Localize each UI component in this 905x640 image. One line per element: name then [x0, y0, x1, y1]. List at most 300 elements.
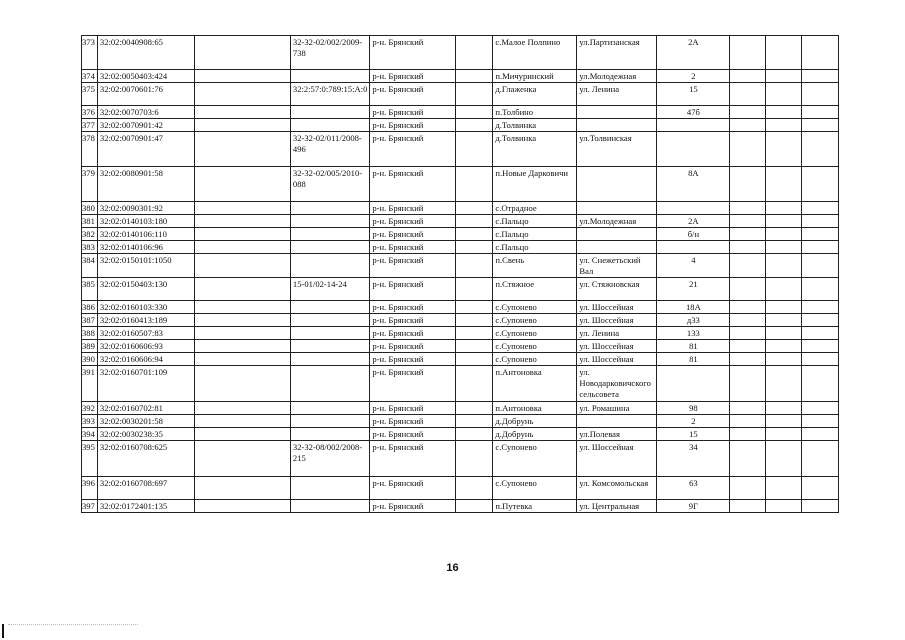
district: р-н. Брянский [370, 202, 456, 215]
registration-number [290, 402, 369, 415]
house-number [657, 366, 730, 402]
empty-cell [194, 132, 290, 167]
empty-cell [802, 254, 839, 278]
locality: п.Стяжное [493, 278, 577, 301]
empty-cell [802, 477, 839, 500]
empty-cell [802, 215, 839, 228]
table-row [82, 301, 839, 314]
registration-number [290, 241, 369, 254]
empty-cell [730, 132, 766, 167]
row-number: 383 [82, 241, 98, 254]
empty-cell [802, 202, 839, 215]
table-row [82, 500, 839, 513]
registration-number [290, 353, 369, 366]
locality: д.Толвинка [493, 132, 577, 167]
locality: с.Пальцо [493, 215, 577, 228]
street: ул.Молодежная [577, 70, 657, 83]
district: р-н. Брянский [370, 36, 456, 70]
house-number [657, 132, 730, 167]
registration-number [290, 228, 369, 241]
empty-cell [456, 314, 493, 327]
district: р-н. Брянский [370, 314, 456, 327]
table-row [82, 366, 839, 402]
empty-cell [730, 278, 766, 301]
empty-cell [766, 441, 802, 477]
empty-cell [456, 415, 493, 428]
street [577, 167, 657, 202]
empty-cell [766, 500, 802, 513]
district: р-н. Брянский [370, 228, 456, 241]
locality: с.Супонево [493, 314, 577, 327]
house-number: 133 [657, 327, 730, 340]
locality: п.Толбино [493, 106, 577, 119]
row-number: 397 [82, 500, 98, 513]
table-row [82, 228, 839, 241]
street [577, 202, 657, 215]
row-number: 376 [82, 106, 98, 119]
row-number: 395 [82, 441, 98, 477]
row-number: 375 [82, 83, 98, 106]
house-number: 8А [657, 167, 730, 202]
registration-number: 15-01/02-14-24 [290, 278, 369, 301]
street [577, 228, 657, 241]
empty-cell [766, 340, 802, 353]
registration-number [290, 202, 369, 215]
empty-cell [456, 428, 493, 441]
district: р-н. Брянский [370, 402, 456, 415]
cadastral-number: 32:02:0030201:58 [97, 415, 194, 428]
street [577, 415, 657, 428]
empty-cell [730, 119, 766, 132]
empty-cell [766, 215, 802, 228]
district: р-н. Брянский [370, 477, 456, 500]
district: р-н. Брянский [370, 415, 456, 428]
registration-number: 32-32-02/005/2010-088 [290, 167, 369, 202]
district: р-н. Брянский [370, 132, 456, 167]
row-number: 373 [82, 36, 98, 70]
empty-cell [194, 500, 290, 513]
cadastral-number: 32:02:0160702:81 [97, 402, 194, 415]
table-row [82, 167, 839, 202]
empty-cell [766, 327, 802, 340]
empty-cell [802, 415, 839, 428]
locality: с.Супонево [493, 340, 577, 353]
cadastral-number: 32:02:0030238:35 [97, 428, 194, 441]
empty-cell [194, 477, 290, 500]
cadastral-number: 32:02:0160606:93 [97, 340, 194, 353]
empty-cell [766, 301, 802, 314]
locality: п.Антоновка [493, 402, 577, 415]
row-number: 396 [82, 477, 98, 500]
locality: п.Мичуринский [493, 70, 577, 83]
table-row [82, 215, 839, 228]
district: р-н. Брянский [370, 340, 456, 353]
street: ул. Стяжновская [577, 278, 657, 301]
table-row [82, 36, 839, 70]
registration-number [290, 314, 369, 327]
cadastral-number: 32:02:0140106:96 [97, 241, 194, 254]
cadastral-number: 32:02:0140103:180 [97, 215, 194, 228]
empty-cell [730, 70, 766, 83]
empty-cell [456, 202, 493, 215]
empty-cell [766, 415, 802, 428]
street: ул. Шоссейная [577, 301, 657, 314]
empty-cell [456, 254, 493, 278]
row-number: 388 [82, 327, 98, 340]
district: р-н. Брянский [370, 83, 456, 106]
street [577, 241, 657, 254]
house-number: 81 [657, 340, 730, 353]
table-row [82, 353, 839, 366]
empty-cell [766, 83, 802, 106]
registration-number [290, 340, 369, 353]
empty-cell [194, 119, 290, 132]
empty-cell [456, 215, 493, 228]
registration-number [290, 415, 369, 428]
row-number: 389 [82, 340, 98, 353]
empty-cell [456, 132, 493, 167]
locality: п.Новые Дарковичи [493, 167, 577, 202]
empty-cell [194, 202, 290, 215]
empty-cell [766, 366, 802, 402]
district: р-н. Брянский [370, 278, 456, 301]
empty-cell [194, 366, 290, 402]
locality: с.Пальцо [493, 241, 577, 254]
empty-cell [730, 353, 766, 366]
district: р-н. Брянский [370, 441, 456, 477]
street: ул.Молодежная [577, 215, 657, 228]
empty-cell [456, 402, 493, 415]
district: р-н. Брянский [370, 254, 456, 278]
table-row [82, 119, 839, 132]
empty-cell [766, 254, 802, 278]
row-number: 385 [82, 278, 98, 301]
empty-cell [802, 301, 839, 314]
table-row [82, 83, 839, 106]
empty-cell [766, 314, 802, 327]
empty-cell [194, 441, 290, 477]
house-number: 63 [657, 477, 730, 500]
empty-cell [802, 428, 839, 441]
house-number [657, 119, 730, 132]
empty-cell [456, 83, 493, 106]
empty-cell [194, 215, 290, 228]
locality: с.Малое Полпино [493, 36, 577, 70]
empty-cell [802, 167, 839, 202]
empty-cell [730, 36, 766, 70]
scan-edge-mark [2, 624, 4, 638]
street: ул.Полевая [577, 428, 657, 441]
house-number: 15 [657, 83, 730, 106]
empty-cell [802, 366, 839, 402]
house-number: 98 [657, 402, 730, 415]
street: ул. Новодарковичского сельсовета [577, 366, 657, 402]
empty-cell [730, 241, 766, 254]
empty-cell [730, 402, 766, 415]
locality: с.Супонево [493, 353, 577, 366]
cadastral-number: 32:02:0160507:83 [97, 327, 194, 340]
table-row [82, 428, 839, 441]
house-number: д33 [657, 314, 730, 327]
empty-cell [456, 327, 493, 340]
locality: д.Добрунь [493, 415, 577, 428]
district: р-н. Брянский [370, 428, 456, 441]
empty-cell [802, 500, 839, 513]
empty-cell [766, 402, 802, 415]
registration-number [290, 366, 369, 402]
locality: д.Глаженка [493, 83, 577, 106]
empty-cell [766, 241, 802, 254]
empty-cell [766, 428, 802, 441]
district: р-н. Брянский [370, 366, 456, 402]
empty-cell [802, 36, 839, 70]
empty-cell [802, 278, 839, 301]
empty-cell [730, 83, 766, 106]
house-number: 47б [657, 106, 730, 119]
registration-number: 32:2:57:0:789:15:А:0 [290, 83, 369, 106]
house-number: 9Г [657, 500, 730, 513]
empty-cell [766, 477, 802, 500]
registration-number: 32-32-08/002/2008-215 [290, 441, 369, 477]
empty-cell [456, 106, 493, 119]
district: р-н. Брянский [370, 500, 456, 513]
locality: п.Антоновка [493, 366, 577, 402]
table-row [82, 70, 839, 83]
street: ул. Центральная [577, 500, 657, 513]
house-number: 2А [657, 36, 730, 70]
cadastral-number: 32:02:0070601:76 [97, 83, 194, 106]
empty-cell [730, 340, 766, 353]
cadastral-number: 32:02:0150403:130 [97, 278, 194, 301]
locality: с.Супонево [493, 477, 577, 500]
cadastral-number: 32:02:0160606:94 [97, 353, 194, 366]
street: ул. Шоссейная [577, 340, 657, 353]
empty-cell [730, 167, 766, 202]
scan-edge-dots [8, 624, 138, 627]
empty-cell [766, 119, 802, 132]
cadastral-number: 32:02:0160708:625 [97, 441, 194, 477]
row-number: 378 [82, 132, 98, 167]
empty-cell [194, 301, 290, 314]
cadastral-number: 32:02:0070703:6 [97, 106, 194, 119]
empty-cell [456, 278, 493, 301]
table-row [82, 441, 839, 477]
locality: с.Отрадное [493, 202, 577, 215]
street: ул. Ромашина [577, 402, 657, 415]
street: ул.Партизанская [577, 36, 657, 70]
registration-number [290, 428, 369, 441]
row-number: 387 [82, 314, 98, 327]
district: р-н. Брянский [370, 241, 456, 254]
registration-number [290, 500, 369, 513]
house-number: 21 [657, 278, 730, 301]
locality: д.Добрунь [493, 428, 577, 441]
empty-cell [194, 278, 290, 301]
house-number: 34 [657, 441, 730, 477]
row-number: 377 [82, 119, 98, 132]
empty-cell [194, 415, 290, 428]
table-row [82, 241, 839, 254]
empty-cell [730, 415, 766, 428]
empty-cell [730, 301, 766, 314]
row-number: 379 [82, 167, 98, 202]
locality: п.Свень [493, 254, 577, 278]
table-row [82, 340, 839, 353]
registration-number [290, 327, 369, 340]
empty-cell [766, 106, 802, 119]
empty-cell [730, 228, 766, 241]
street [577, 119, 657, 132]
row-number: 392 [82, 402, 98, 415]
street: ул. Комсомольская [577, 477, 657, 500]
district: р-н. Брянский [370, 353, 456, 366]
empty-cell [456, 340, 493, 353]
empty-cell [802, 132, 839, 167]
empty-cell [802, 119, 839, 132]
empty-cell [730, 314, 766, 327]
registration-number [290, 301, 369, 314]
street: ул. Шоссейная [577, 353, 657, 366]
empty-cell [194, 353, 290, 366]
empty-cell [194, 254, 290, 278]
empty-cell [194, 241, 290, 254]
empty-cell [766, 228, 802, 241]
cadastral-number: 32:02:0160701:109 [97, 366, 194, 402]
street: ул.Толвинская [577, 132, 657, 167]
registration-number [290, 70, 369, 83]
empty-cell [802, 106, 839, 119]
row-number: 391 [82, 366, 98, 402]
cadastral-number: 32:02:0080901:58 [97, 167, 194, 202]
locality: с.Супонево [493, 327, 577, 340]
empty-cell [730, 327, 766, 340]
registration-number [290, 119, 369, 132]
table-row [82, 477, 839, 500]
house-number: 2А [657, 215, 730, 228]
cadastral-number: 32:02:0172401:135 [97, 500, 194, 513]
table-row [82, 314, 839, 327]
empty-cell [194, 228, 290, 241]
empty-cell [802, 402, 839, 415]
cadastral-number: 32:02:0160103:330 [97, 301, 194, 314]
district: р-н. Брянский [370, 215, 456, 228]
empty-cell [802, 83, 839, 106]
empty-cell [766, 278, 802, 301]
cadastral-number: 32:02:0090301:92 [97, 202, 194, 215]
empty-cell [456, 301, 493, 314]
empty-cell [802, 228, 839, 241]
property-table [81, 35, 839, 513]
table-row [82, 278, 839, 301]
house-number: 18А [657, 301, 730, 314]
empty-cell [730, 441, 766, 477]
empty-cell [194, 327, 290, 340]
row-number: 390 [82, 353, 98, 366]
table-row [82, 415, 839, 428]
street: ул. Снежетьский Вал [577, 254, 657, 278]
empty-cell [802, 441, 839, 477]
empty-cell [730, 254, 766, 278]
registration-number [290, 106, 369, 119]
cadastral-number: 32:02:0150101:1050 [97, 254, 194, 278]
house-number [657, 202, 730, 215]
district: р-н. Брянский [370, 106, 456, 119]
table-row [82, 402, 839, 415]
empty-cell [766, 36, 802, 70]
district: р-н. Брянский [370, 301, 456, 314]
empty-cell [456, 241, 493, 254]
empty-cell [194, 106, 290, 119]
cadastral-number: 32:02:0140106:110 [97, 228, 194, 241]
row-number: 380 [82, 202, 98, 215]
street: ул. Ленина [577, 83, 657, 106]
empty-cell [456, 500, 493, 513]
empty-cell [194, 36, 290, 70]
empty-cell [194, 167, 290, 202]
row-number: 384 [82, 254, 98, 278]
street [577, 106, 657, 119]
house-number: 15 [657, 428, 730, 441]
empty-cell [194, 83, 290, 106]
empty-cell [766, 132, 802, 167]
registration-number [290, 215, 369, 228]
district: р-н. Брянский [370, 70, 456, 83]
cadastral-number: 32:02:0070901:47 [97, 132, 194, 167]
empty-cell [194, 428, 290, 441]
locality: с.Пальцо [493, 228, 577, 241]
table-row [82, 254, 839, 278]
empty-cell [730, 106, 766, 119]
empty-cell [766, 353, 802, 366]
empty-cell [802, 340, 839, 353]
empty-cell [194, 70, 290, 83]
empty-cell [456, 441, 493, 477]
cadastral-number: 32:02:0070901:42 [97, 119, 194, 132]
district: р-н. Брянский [370, 327, 456, 340]
table-row [82, 106, 839, 119]
empty-cell [802, 314, 839, 327]
empty-cell [456, 477, 493, 500]
locality: д.Толвинка [493, 119, 577, 132]
house-number [657, 241, 730, 254]
empty-cell [456, 36, 493, 70]
locality: с.Супонево [493, 441, 577, 477]
empty-cell [456, 70, 493, 83]
house-number: 81 [657, 353, 730, 366]
cadastral-number: 32:02:0160708:697 [97, 477, 194, 500]
empty-cell [194, 314, 290, 327]
empty-cell [730, 500, 766, 513]
registration-number [290, 477, 369, 500]
empty-cell [456, 366, 493, 402]
table-row [82, 202, 839, 215]
district: р-н. Брянский [370, 119, 456, 132]
empty-cell [766, 202, 802, 215]
empty-cell [456, 167, 493, 202]
house-number: 4 [657, 254, 730, 278]
empty-cell [456, 228, 493, 241]
cadastral-number: 32:02:0050403:424 [97, 70, 194, 83]
street: ул. Ленина [577, 327, 657, 340]
house-number: б/н [657, 228, 730, 241]
empty-cell [802, 241, 839, 254]
table-row [82, 327, 839, 340]
row-number: 381 [82, 215, 98, 228]
empty-cell [456, 353, 493, 366]
house-number: 2 [657, 415, 730, 428]
empty-cell [730, 366, 766, 402]
row-number: 382 [82, 228, 98, 241]
